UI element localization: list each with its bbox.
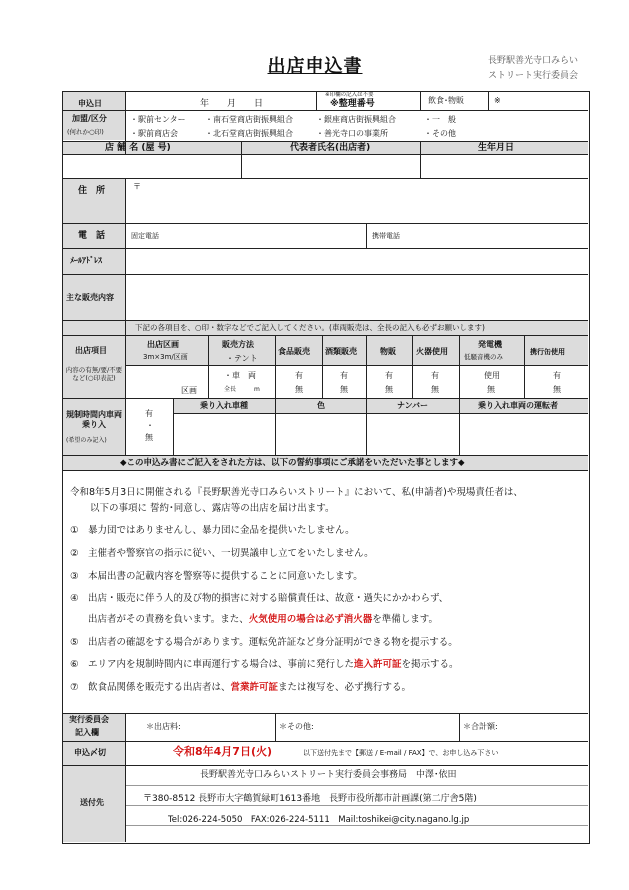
generator-sub-label: 低騒音機のみ [464, 353, 503, 361]
affiliation-sub-label: (何れか○印) [67, 128, 104, 136]
instructions-text: 下記の各項目を、○印・数字などでご記入してください。(車両販売は、全長の記入も必ずお願いします) [135, 323, 485, 332]
send-to-line-2: 〒380-8512 長野市大字鶴賀緑町1613番地 長野市役所都市計画課(第二庁舎5階) [143, 794, 477, 804]
pledge-item-7: ⑦ 飲食品関係を販売する出店者は、営業許可証または複写を、必ず携行する。 [70, 682, 412, 693]
method-tent[interactable]: ・テント [226, 354, 258, 363]
affiliation-option[interactable]: ・北石堂商店街振興組合 [205, 129, 293, 138]
food-sales-no[interactable]: 無 [295, 385, 303, 394]
generator-no[interactable]: 無 [487, 385, 495, 394]
pledge-item-6: ⑥ エリア内を規制時間内に車両運行する場合は、事前に発行した進入許可証を掲示する。 [70, 659, 459, 670]
address-field[interactable] [126, 179, 587, 222]
vehicle-color-header: 色 [317, 401, 325, 410]
affiliation-option[interactable]: ・駅前センター [130, 115, 186, 124]
vehicle-type-header: 乗り入れ車種 [200, 401, 248, 410]
pledge-intro-1: 令和8年5月3日に開催される『長野駅善光寺口みらいストリート』において、私(申請者)や現場責任者は、 [70, 487, 523, 498]
fire-use-yes[interactable]: 有 [431, 371, 439, 380]
food-sales-label: 食品販売 [278, 347, 310, 356]
fire-use-no[interactable]: 無 [431, 385, 439, 394]
fuel-can-label: 携行缶使用 [530, 348, 565, 356]
representative-header: 代表者氏名(出店者) [290, 143, 371, 153]
postal-mark: 〒 [133, 182, 141, 191]
send-to-line-1: 長野駅善光寺口みらいストリート実行委員会事務局 中澤･依田 [200, 770, 457, 780]
landline-label: 固定電話 [131, 232, 159, 240]
shop-item-sub-label: 内容の有無/要/不要など(○印表記) [65, 366, 123, 382]
affiliation-option[interactable]: ・銀座商店街振興組合 [316, 115, 396, 124]
form-title: 出店申込書 [267, 56, 363, 77]
fuel-can-yes[interactable]: 有 [553, 371, 561, 380]
area-sub-label: 3m×3m/区画 [143, 353, 188, 361]
pledge-item-5: ⑤ 出店者の確認をする場合があります。運転免許証など身分証明ができる物を提示する。 [70, 637, 458, 648]
alcohol-sales-yes[interactable]: 有 [340, 371, 348, 380]
method-label: 販売方法 [222, 340, 254, 349]
shop-item-label: 出店項目 [75, 346, 107, 355]
pledge-item-3: ③ 本届出書の記載内容を警察等に提供することに同意いたします。 [70, 571, 363, 582]
alcohol-sales-no[interactable]: 無 [340, 385, 348, 394]
items-label: 主な販売内容 [66, 293, 114, 302]
send-to-label: 送付先 [80, 798, 104, 807]
area-unit: 区画 [181, 386, 197, 395]
email-label: ﾒｰﾙｱﾄﾞﾚｽ [70, 256, 102, 265]
representative-field[interactable] [242, 155, 419, 177]
goods-sales-label: 物販 [380, 347, 396, 356]
food-goods-label: 飲食･物販 [428, 96, 464, 105]
application-date-label: 申込日 [78, 99, 102, 108]
affiliation-label: 加盟/区分 [72, 114, 107, 123]
deadline-note: 以下送付先まで【郵送 / E-mail / FAX】で、お申し込み下さい [303, 749, 499, 757]
committee-label-1: 実行委員会 [69, 715, 109, 724]
organizer-line-2: ストリート実行委員会 [488, 71, 579, 81]
affiliation-option[interactable]: ・駅前商店会 [130, 129, 178, 138]
pledge-heading: ◆この申込み書にご記入をされた方は、以下の誓約事項にご承諾をいただいた事とします◆ [120, 458, 465, 468]
affiliation-option[interactable]: ・南石堂商店街振興組合 [205, 115, 293, 124]
affiliation-option[interactable]: ・善光寺口の事業所 [316, 129, 388, 138]
vehicle-yes[interactable]: 有 [145, 409, 153, 418]
committee-other[interactable]: ＊その他: [279, 722, 314, 731]
food-goods-value: ※ [494, 96, 501, 105]
goods-sales-yes[interactable]: 有 [385, 371, 393, 380]
pledge-item-4-line-2: 出店者がその責務を負います。また、火気使用の場合は必ず消火器を準備します。 [88, 614, 439, 625]
address-label: 住 所 [78, 186, 106, 196]
vehicle-dot: ・ [146, 421, 154, 430]
store-name-field[interactable] [64, 155, 240, 177]
committee-fee[interactable]: ＊出店料: [146, 722, 181, 731]
pledge-intro-2: 以下の事項に 誓約･同意し、露店等の出店を届け出ます。 [90, 503, 335, 514]
vehicle-entry-label: 規制時間内車両乗り入 [66, 410, 122, 429]
deadline-date: 令和8年4月7日(火) [173, 745, 273, 758]
fuel-can-no[interactable]: 無 [553, 385, 561, 394]
vehicle-number-header: ナンバー [397, 401, 429, 410]
vehicle-no[interactable]: 無 [145, 433, 153, 442]
management-number-label: ※整理番号 [330, 99, 375, 109]
deadline-label: 申込〆切 [74, 748, 106, 757]
fire-use-label: 火器使用 [416, 347, 448, 356]
alcohol-sales-label: 酒類販売 [325, 347, 357, 356]
management-note: ※印欄の記入は不要 [325, 92, 374, 98]
email-field[interactable] [126, 249, 587, 273]
food-sales-yes[interactable]: 有 [295, 371, 303, 380]
generator-use[interactable]: 使用 [484, 371, 500, 380]
committee-label-2: 記入欄 [75, 728, 99, 737]
send-to-line-3: Tel:026-224-5050 FAX:026-224-5111 Mail:toshikei@city.nagano.lg.jp [168, 815, 470, 825]
method-length: 全長 m [224, 386, 260, 393]
goods-sales-no[interactable]: 無 [385, 385, 393, 394]
application-date-value[interactable]: 年 月 日 [200, 99, 264, 109]
pledge-item-4: ④ 出店・販売に伴う人的及び物的損害に対する賠償責任は、故意・過失にかかわらず、 [70, 593, 449, 604]
generator-label: 発電機 [478, 340, 502, 349]
pledge-item-2: ② 主催者や警察官の指示に従い、一切異議申し立てをいたしません。 [70, 548, 374, 559]
mobile-label: 携帯電話 [372, 232, 400, 240]
organizer-line-1: 長野駅善光寺口みらい [488, 56, 579, 66]
vehicle-driver-header: 乗り入れ車両の運転者 [478, 401, 558, 410]
birthdate-field[interactable] [421, 155, 587, 177]
method-vehicle[interactable]: ・車 両 [224, 371, 256, 380]
phone-label: 電 話 [78, 231, 106, 241]
area-label: 出店区画 [147, 340, 179, 349]
affiliation-option[interactable]: ・その他 [424, 129, 456, 138]
items-field[interactable] [126, 275, 587, 319]
pledge-item-1: ① 暴力団ではありませんし、暴力団に金品を提供いたしません。 [70, 525, 355, 536]
store-name-header: 店 舗 名 (屋 号) [105, 143, 171, 153]
committee-total[interactable]: ＊合計額: [463, 722, 498, 731]
vehicle-entry-sub-label: (希望のみ記入) [66, 437, 107, 444]
affiliation-option[interactable]: ・一 般 [424, 115, 456, 124]
birthdate-header: 生年月日 [478, 143, 515, 153]
